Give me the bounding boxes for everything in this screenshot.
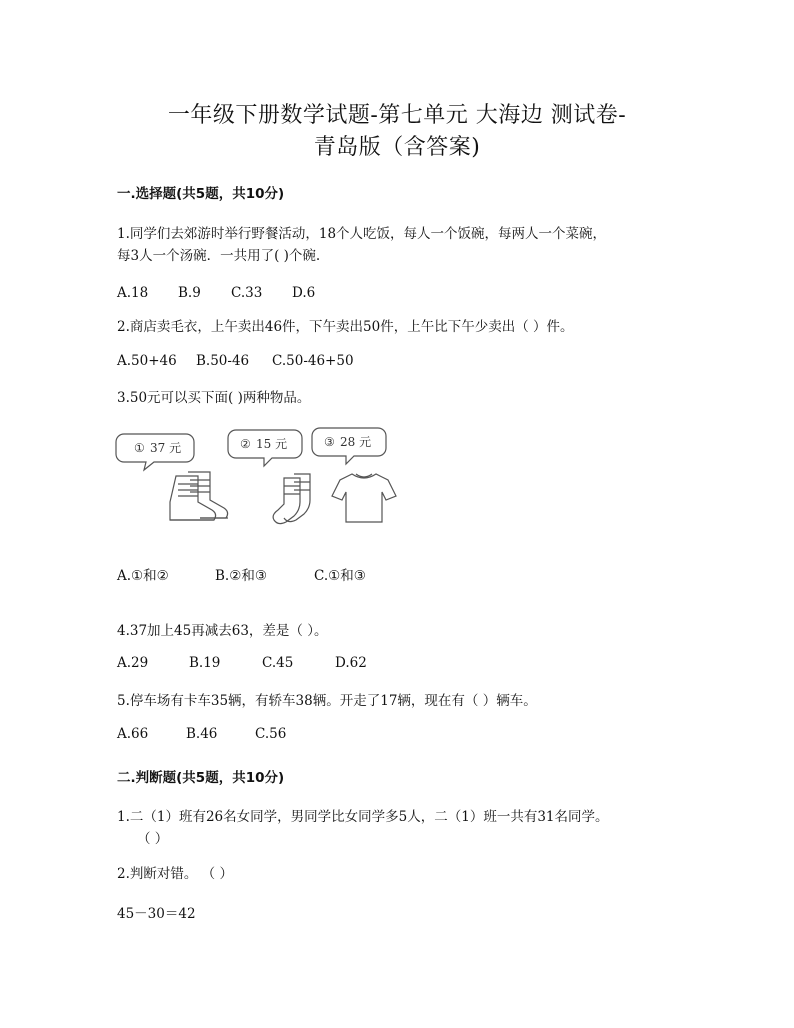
judgement-1-answer-blank[interactable]: （ ） [137,831,169,847]
option-c[interactable] [314,564,366,584]
option-b[interactable] [215,564,314,584]
question-1-line-2: 每3人一个汤碗．一共用了( )个碗. [117,248,321,264]
option-c[interactable]: C.33 [231,285,263,301]
option-c-and: 和 [340,568,354,584]
option-b-first: ② [229,568,242,584]
option-a[interactable]: A.66 [117,726,149,742]
question-1-line-1: 1.同学们去郊游时举行野餐活动，18个人吃饭，每人一个饭碗，每两人一个菜碗， [117,226,607,242]
option-a[interactable]: A.50+46 [117,353,177,369]
option-b[interactable]: B.9 [178,285,201,301]
option-a[interactable] [117,564,215,584]
products-figure [112,424,402,528]
judgement-1 [117,806,677,850]
section-heading-choice: 一.选择题(共5题，共10分) [117,186,285,202]
judgement-2-equation: 45－30＝42 [117,906,196,922]
section-heading-judgement: 二.判断题(共5题，共10分) [117,770,285,786]
question-1 [117,223,677,267]
option-c[interactable]: C.50-46+50 [272,353,354,369]
question-4-options [117,655,367,671]
page-title-line-2: 青岛版（含答案) [313,135,481,160]
item-2-price: 15 元 [256,437,288,451]
option-a-and: 和 [143,568,157,584]
option-c[interactable]: C.45 [262,655,294,671]
option-a-second: ② [156,568,169,584]
item-3-number: ③ [324,435,335,449]
option-b-second: ③ [254,568,267,584]
question-3-options [117,564,366,584]
option-a-letter: A. [117,568,132,584]
option-b-and: 和 [241,568,255,584]
boots-icon [170,472,228,520]
question-5: 5.停车场有卡车35辆，有轿车38辆。开走了17辆，现在有（ ）辆车。 [117,693,537,709]
item-3-price: 28 元 [340,435,372,449]
option-b[interactable]: B.46 [186,726,218,742]
judgement-2: 2.判断对错。 （ ） [117,866,233,882]
option-a[interactable]: A.29 [117,655,149,671]
page-title-line-1: 一年级下册数学试题-第七单元 大海边 测试卷- [167,103,627,128]
option-b[interactable]: B.19 [189,655,221,671]
option-a-first: ① [131,568,144,584]
option-c-letter: C. [314,568,329,584]
question-5-options [117,726,286,742]
question-1-options [117,285,315,301]
judgement-1-line-1: 1.二（1）班有26名女同学，男同学比女同学多5人，二（1）班一共有31名同学。 [117,809,609,825]
option-b[interactable]: B.50-46 [196,353,250,369]
option-a[interactable]: A.18 [117,285,149,301]
question-2-options [117,353,354,369]
item-2-number: ② [240,437,251,451]
question-4: 4.37加上45再减去63，差是（ ）。 [117,623,328,639]
question-2: 2.商店卖毛衣，上午卖出46件，下午卖出50件，上午比下午少卖出（ ）件。 [117,319,574,335]
item-1-number: ① [134,441,145,455]
option-d[interactable]: D.6 [292,285,316,301]
option-c-second: ③ [353,568,366,584]
socks-icon [273,474,310,524]
option-c[interactable]: C.56 [255,726,287,742]
tshirt-icon [332,474,396,522]
option-b-letter: B. [215,568,230,584]
question-3: 3.50元可以买下面( )两种物品。 [117,390,311,406]
option-c-first: ① [328,568,341,584]
option-d[interactable]: D.62 [335,655,367,671]
item-1-price: 37 元 [150,441,182,455]
